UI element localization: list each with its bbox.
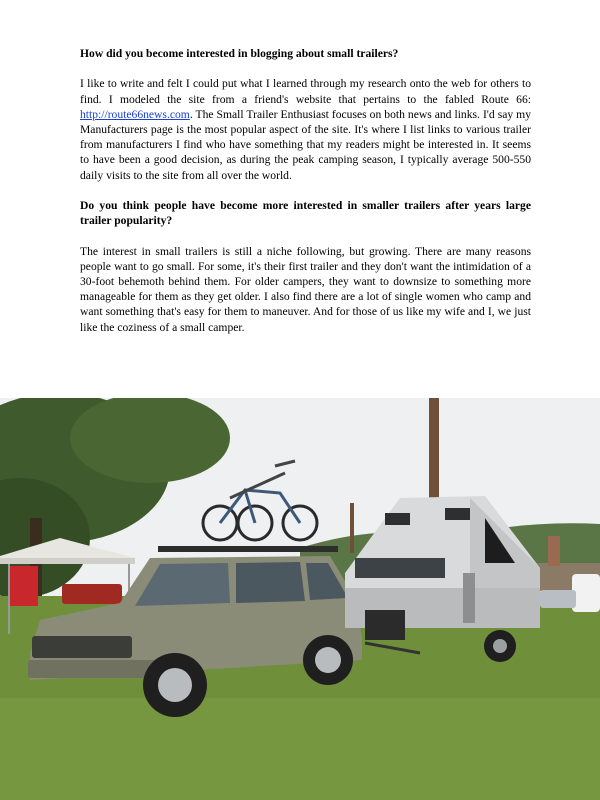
spacer	[80, 61, 531, 76]
answer-1	[80, 76, 531, 182]
spacer	[80, 183, 531, 198]
route66news-link[interactable]: http://route66news.com	[80, 107, 190, 121]
photo-utility-pole	[429, 398, 439, 498]
article-text	[80, 46, 531, 335]
answer-1-text-before-link: I like to write and felt I could put what I learned through my research onto the web for others to find. I modeled the site from a friend's website that pertains to the fabled Route 66:	[80, 77, 531, 106]
spacer	[80, 228, 531, 243]
question-1: How did you become interested in blogging about small trailers?	[80, 47, 399, 60]
question-2: Do you think people have become more interested in smaller trailers after years large trailer popularity?	[80, 199, 531, 228]
trailer-photo	[0, 398, 600, 800]
answer-1-text-after-link: . The Small Trailer Enthusiast focuses on both news and links. I'd say my Manufacturers page is the most popular aspect of the site. It's where I list links to various trailer from manufacturers I find who have something that my readers might be interested in. It seems to have been a good decision, as during the peak camping season, I typically average 500-550 daily visits to the site from all over the world.	[80, 107, 531, 182]
answer-2: The interest in small trailers is still a niche following, but growing. There are many reasons people want to go small. For some, it's their first trailer and they don't want the intimidation of a 30-foot behemoth behind them. For older campers, they want to downsize to something more manageable for them as they get older. I also find there are a lot of single women who camp and want something that's easy for them to maneuver. And for those of us like my wife and I, we just like the coziness of a small camper.	[80, 244, 531, 334]
